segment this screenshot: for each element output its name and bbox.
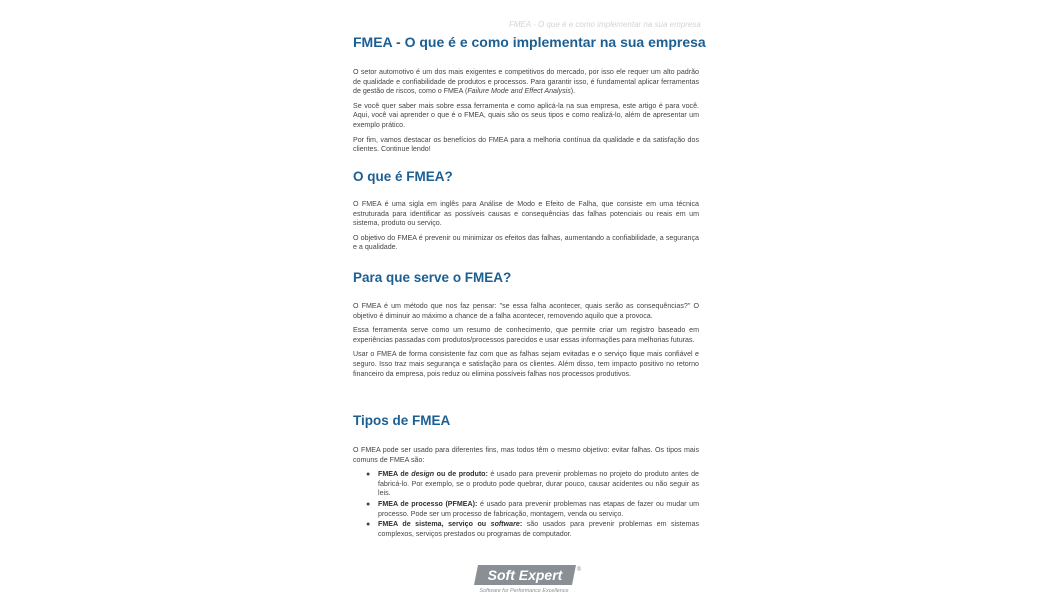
type-label xyxy=(378,470,488,478)
intro-paragraph-1 xyxy=(353,68,699,97)
intro-paragraph-2: Se você quer saber mais sobre essa ferramenta e como aplicá-la na sua empresa, este artigo é para você. Aqui, você vai aprender o que é o FMEA, quais são os seus tipos e como realizá-lo, além de apresentar um exemplo prático. xyxy=(353,101,699,129)
heading-types: Tipos de FMEA xyxy=(353,413,451,428)
document-title: FMEA - O que é e como implementar na sua empresa xyxy=(353,34,706,50)
intro-paragraph-3: Por fim, vamos destacar os benefícios do FMEA para a melhoria contínua da qualidade e da satisfação dos clientes. Continue lendo! xyxy=(353,135,699,154)
logo-tagline: Software for Performance Excellence xyxy=(479,588,569,594)
type-label-emphasis: software xyxy=(490,520,520,529)
types-list-item-process xyxy=(366,499,699,519)
types-list-item-system xyxy=(366,520,699,539)
type-label-part-a: FMEA de xyxy=(378,470,412,479)
document-page xyxy=(353,0,706,600)
logo-wordmark: Soft Expert xyxy=(487,567,563,583)
types-paragraph-1: O FMEA pode ser usado para diferentes fins, mas todos têm o mesmo objetivo: evitar falhas. Os tipos mais comuns de FMEA são: xyxy=(353,446,699,464)
section-what-is-fmea xyxy=(353,200,699,258)
section-types xyxy=(353,446,699,540)
type-label-emphasis: design xyxy=(411,470,435,479)
softexpert-logo-graphic xyxy=(472,563,582,595)
type-description: é usado para prevenir problemas no projeto do produto antes de fabricá-lo. Por exemplo, se o produto pode quebrar, durar pouco, causar acidentes ou não seguir as leis. xyxy=(378,470,699,498)
bullet-icon: ● xyxy=(366,471,371,479)
bullet-icon: ● xyxy=(366,500,371,508)
types-list-item-design xyxy=(366,470,699,499)
what-paragraph-2: O objetivo do FMEA é prevenir ou minimizar os efeitos das falhas, aumentando a confiabilidade, a segurança e a qualidade. xyxy=(353,233,699,252)
type-label-part-b: ou de produto: xyxy=(434,470,488,479)
heading-purpose: Para que serve o FMEA? xyxy=(353,270,512,285)
type-description: são usados para prevenir problemas em sistemas complexos, serviços prestados ou programas de computador. xyxy=(378,520,699,538)
purpose-paragraph-1: O FMEA é um método que nos faz pensar: "se essa falha acontecer, quais serão as consequências?" O objetivo é diminuir ao máximo a chance de a falha acontecer, removendo aquilo que a provoca. xyxy=(353,302,699,320)
purpose-paragraph-3: Usar o FMEA de forma consistente faz com que as falhas sejam evitadas e o serviço fique mais confiável e seguro. Isso traz mais segurança e satisfação para os clientes. Além disso, tem impacto positivo no retorno financeiro da empresa, pois reduz ou elimina possíveis falhas nos processos produtivos. xyxy=(353,350,699,378)
purpose-paragraph-2: Essa ferramenta serve como um resumo de conhecimento, que permite criar um registro baseado em experiências passadas com produtos/processos parecidos e usar essas informações para melhorias futuras. xyxy=(353,326,699,344)
type-label-part-a: FMEA de processo (PFMEA): xyxy=(378,499,478,508)
type-label xyxy=(378,520,522,528)
type-label-part-b: : xyxy=(519,520,523,529)
type-description: é usado para prevenir problemas nas etapas de fazer ou mudar um processo. Pode ser um processo de fabricação, montagem, venda ou serviço. xyxy=(378,499,699,518)
intro-section xyxy=(353,68,699,160)
intro-paragraph-1-text-a: O setor automotivo é um dos mais exigentes e competitivos do mercado, por isso ele requer um alto padrão de qualidade e confiabilidade de produtos e processos. Para garantir isso, é fundamental aplicar ferramentas de gestão de riscos, como o FMEA ( xyxy=(353,68,699,96)
heading-what-is-fmea: O que é FMEA? xyxy=(353,169,453,184)
intro-paragraph-1-text-b: ). xyxy=(570,87,576,96)
section-purpose xyxy=(353,302,699,384)
type-label xyxy=(378,500,477,508)
logo-registered-mark: ® xyxy=(576,567,582,573)
bullet-icon: ● xyxy=(366,521,371,529)
fmea-english-name: Failure Mode and Effect Analysis xyxy=(467,87,571,96)
types-list xyxy=(353,470,699,539)
what-paragraph-1: O FMEA é uma sigla em inglês para Análise de Modo e Efeito de Falha, que consiste em uma técnica estruturada para identificar as possíveis causas e consequências das falhas potenciais ou reais em um sistema, produto ou serviço. xyxy=(353,200,699,228)
type-label-part-a: FMEA de sistema, serviço ou xyxy=(378,520,491,529)
softexpert-logo xyxy=(472,563,582,595)
running-header: FMEA - O que é e como implementar na sua empresa xyxy=(509,20,701,29)
